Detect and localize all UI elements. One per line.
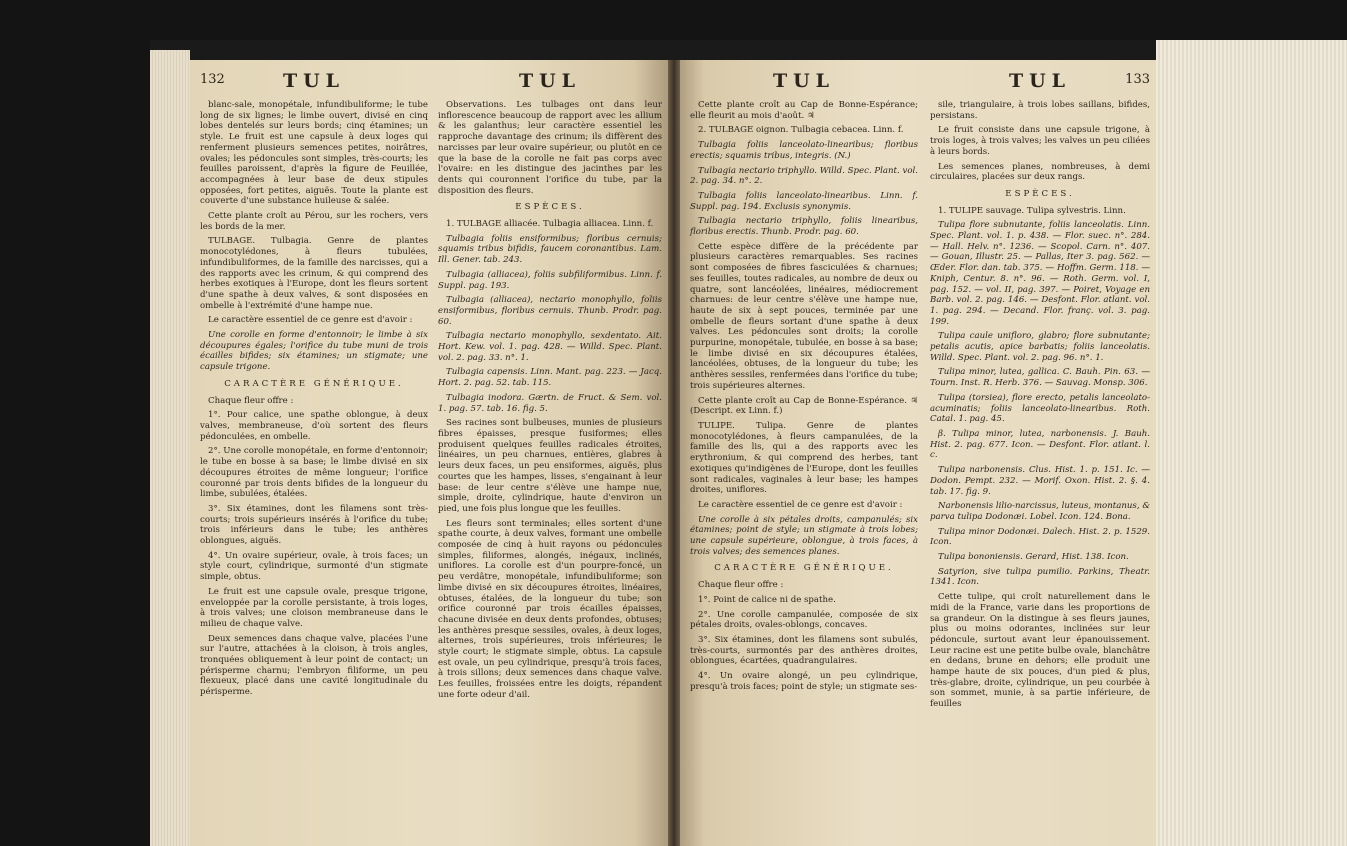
paragraph: Tulbagia nectario triphyllo. Willd. Spec. Plant. vol. 2. pag. 34. n°. 2. — [690, 165, 918, 187]
left-page-column-1 — [196, 60, 432, 846]
paragraph: 1. TULBAGE alliacée. Tulbagia alliacea. Linn. f. — [446, 219, 654, 230]
paragraph: Chaque fleur offre : — [698, 580, 784, 591]
paragraph: sile, triangulaire, à trois lobes saillans, bifides, persistans. — [930, 100, 1150, 121]
paragraph: Tulbagia foliis lanceolato-linearibus; floribus erectis; squamis tribus, integris. (N.) — [690, 140, 918, 161]
paragraph: 4°. Un ovaire alongé, un peu cylindrique, presqu'à trois faces; point de style; un stigmate ses- — [690, 671, 918, 692]
section-heading: ESPÈCES. — [515, 202, 585, 213]
running-head: TUL — [282, 70, 346, 92]
paragraph: TULBAGE. Tulbagia. Genre de plantes monocotylédones, à fleurs tubulées, infundibuliformes, de la famille des narcisses, qui a des rapports avec les crinum, & qui comprend des herbes exotiques à l'Europe, dont les fleurs sortent d'une spathe à deux valves, & sont disposées en ombelle à l'extrémité d'une hampe nue. — [200, 236, 428, 311]
paragraph: 1°. Point de calice ni de spathe. — [698, 594, 836, 605]
paragraph: Le caractère essentiel de ce genre est d'avoir : — [698, 499, 903, 510]
text-column — [690, 100, 918, 696]
paragraph: Narbonensis lilio-narcissus, luteus, montanus, & parva tulipa Dodonæi. Lobel. Icon. 124. Bona. — [930, 501, 1150, 522]
paragraph: Cette plante croît au Cap de Bonne-Espérance; elle fleurit au mois d'août. ♃ — [690, 100, 918, 121]
paragraph: 2°. Une corolle monopétale, en forme d'entonnoir; le tube en bosse à sa base; le limbe divisé en six découpures étroites de même longueur; l'orifice couronné par trois dents bifides de la longueur du limbe, subulées, étalées. — [200, 446, 428, 500]
book-gutter — [668, 60, 680, 846]
paragraph: Deux semences dans chaque valve, placées l'une sur l'autre, attachées à la cloison, à trois angles, tronquées obliquement à leur point de contact; un périsperme charnu; l'embryon filiforme, un peu flexueux, placé dans une cavité longitudinale du périsperme. — [200, 633, 428, 698]
paragraph: Tulbagia (alliacea), foliis subfiliformibus. Linn. f. Suppl. pag. 193. — [438, 269, 662, 291]
paragraph: Tulbagia capensis. Linn. Mant. pag. 223. — Jacq. Hort. 2. pag. 52. tab. 115. — [438, 367, 662, 389]
paragraph: Chaque fleur offre : — [208, 395, 294, 406]
paragraph: Tulipa flore subnutante, foliis lanceolatis. Linn. Spec. Plant. vol. 1. p. 438. — Flor. suec. n°. 284. — Hall. Helv. n°. 1236. — Scopol. Carn. n°. 407. — Gouan, Illustr. 25. — Pallas, Iter 3. pag. 562. — Œder. Flor. dan. tab. 375. — Hoffm. Germ. 118. — Kniph, Centur. 8. n°. 96. — Roth. Germ. vol. I, pag. 152. — vol. II, pag. 397. — Poiret, Voyage en Barb. vol. 2. pag. 146. — Desfont. Flor. atlant. vol. 1. pag. 294. — Decand. Flor. franç. vol. 3. pag. 199. — [930, 220, 1150, 327]
paragraph: Tulipa bononiensis. Gerard, Hist. 138. Icon. — [938, 552, 1129, 563]
paragraph: Le fruit consiste dans une capsule trigone, à trois loges, à trois valves; les valves un peu ciliées à leurs bords. — [930, 125, 1150, 157]
paragraph: Ses racines sont bulbeuses, munies de plusieurs fibres épaisses, presque fusiformes; elles produisent quelques feuilles radicales étroites, linéaires, un peu charnues, entières, glabres à leurs deux faces, un peu ensiformes, aiguës, plus courtes que les hampes, lisses, s'engainant à leur base: de leur centre s'élève une hampe nue, simple, droite, cylindrique, haute d'environ un pied, une fois plus longue que les feuilles. — [438, 418, 662, 514]
paragraph: Tulbagia nectario triphyllo, foliis linearibus, floribus erectis. Thunb. Prodr. pag. 60. — [690, 216, 918, 238]
running-head: TUL — [772, 70, 836, 92]
page-header — [196, 70, 432, 92]
paragraph: Les fleurs sont terminales; elles sortent d'une spathe courte, à deux valves, formant une ombelle composée de cinq à huit rayons ou pédoncules simples, filiformes, alongés, inégaux, inclinés, uniflores. La corolle est d'un pourpre-foncé, un peu verdâtre, monopétale, infundibuliforme; son limbe divisé en six découpures étroites, linéaires, obtuses, étalées, de la longueur du tube; son orifice couronné par trois écailles épaisses, chacune divisée en deux dents profondes, obtuses; les anthères presque sessiles, ovales, à deux loges, alternes, trois supérieures, trois inférieures; le style court; le stigmate simple, obtus. La capsule est ovale, un peu cylindrique, presqu'à trois faces, à trois sillons; deux semences dans chaque valve. Les feuilles, froissées entre les doigts, répandent une forte odeur d'ail. — [438, 518, 662, 700]
left-page-column-2 — [434, 60, 666, 846]
text-column — [438, 100, 662, 705]
page-header — [434, 70, 666, 92]
paragraph: 3°. Six étamines, dont les filamens sont très-courts; trois supérieurs insérés à l'orifice du tube; trois inférieurs dans le tube; les anthères oblongues, aiguës. — [200, 503, 428, 547]
paragraph: Une corolle à six pétales droits, campanulés; six étamines; point de style; un stigmate à trois lobes; une capsule supérieure, oblongue, à trois faces, à trois valves; des semences planes. — [690, 514, 918, 557]
page-header — [686, 70, 922, 92]
paragraph: Observations. Les tulbages ont dans leur inflorescence beaucoup de rapport avec les allium & les galanthus; leur caractère essentiel les rapproche davantage des crinum; ils diffèrent des narcisses par leur ovaire supérieur, ou plutôt en ce que la base de la corolle ne fait pas corps avec l'ovaire: en les distingue des jacinthes par les dents qui couronnent l'orifice du tube, par la disposition des fleurs. — [438, 100, 662, 196]
paragraph: Tulipa minor, lutea, gallica. C. Bauh. Pin. 63. — Tourn. Inst. R. Herb. 376. — Sauvag. Monsp. 306. — [930, 367, 1150, 389]
text-column — [200, 100, 428, 702]
paragraph: Le caractère essentiel de ce genre est d'avoir : — [208, 315, 413, 326]
section-heading: ESPÈCES. — [1005, 188, 1075, 199]
paragraph: 1. TULIPE sauvage. Tulipa sylvestris. Linn. — [938, 205, 1126, 216]
paragraph: Cette plante croît au Pérou, sur les rochers, vers les bords de la mer. — [200, 211, 428, 232]
right-page-edges — [1156, 40, 1347, 846]
text-column — [930, 100, 1150, 714]
paragraph: Tulbagia foliis lanceolato-linearibus. Linn. f. Suppl. pag. 194. Exclusis synonymis. — [690, 190, 918, 212]
right-page-column-2 — [926, 60, 1154, 846]
page-number: 132 — [200, 72, 225, 87]
page-header — [926, 70, 1154, 92]
paragraph: Satyrion, sive tulipa pumilio. Parkins, Theatr. 1341. Icon. — [930, 566, 1150, 588]
running-head: TUL — [518, 70, 582, 92]
paragraph: Les semences planes, nombreuses, à demi circulaires, placées sur deux rangs. — [930, 161, 1150, 183]
paragraph: Cette plante croît au Cap de Bonne-Espérance. ♃ (Descript. ex Linn. f.) — [690, 395, 918, 417]
paragraph: Tulipa narbonensis. Clus. Hist. 1. p. 151. Ic. — Dodon. Pempt. 232. — Morif. Oxon. Hist. 2. §. 4. tab. 17. fig. 9. — [930, 465, 1150, 497]
paragraph: blanc-sale, monopétale, infundibuliforme; le tube long de six lignes; le limbe ouvert, divisé en cinq lobes dentelés sur leurs bords; cinq étamines; un style. Le fruit est une capsule à deux loges qui renferment plusieurs semences petites, noirâtres, ovales; les pédoncules sont simples, très-courts; les feuilles paroissent, d'après la figure de Feuillée, accompagnées à leur base de deux stipules opposées, fort petites, aiguës. Toute la plante est couverte d'une substance huileuse & salée. — [200, 100, 428, 207]
paragraph: 2. TULBAGE oignon. Tulbagia cebacea. Linn. f. — [698, 125, 904, 136]
paragraph: TULIPE. Tulipa. Genre de plantes monocotylédones, à fleurs campanulées, de la famille des lis, qui a des rapports avec les erythronium, & qui comprend des herbes, tant exotiques qu'indigènes de l'Europe, dont les feuilles sont radicales, vaginales à leur base; les hampes droites, uniflores. — [690, 420, 918, 496]
paragraph: Tulipa (torsiea), flore erecto, petalis lanceolato-acuminatis; foliis lanceolato-linearibus. Roth. Catal. 1. pag. 45. — [930, 392, 1150, 425]
left-page-edges — [150, 50, 190, 846]
section-heading: CARACTÈRE GÉNÉRIQUE. — [714, 563, 894, 574]
paragraph: Cette tulipe, qui croît naturellement dans le midi de la France, varie dans les proportions de sa grandeur. On la distingue à ses fleurs jaunes, plus ou moins odorantes, inclinées sur leur pédoncule, surtout avant leur épanouissement. Leur racine est une petite bulbe ovale, blanchâtre en dedans, brune en dehors; elle produit une hampe haute de six pouces, d'un pied & plus, très-glabre, droite, cylindrique, un peu courbée à son sommet, munie, à sa partie inférieure, de feuilles — [930, 592, 1150, 710]
running-head: TUL — [1008, 70, 1072, 92]
paragraph: Le fruit est une capsule ovale, presque trigone, enveloppée par la corolle persistante, à trois loges, à trois valves; une cloison membraneuse dans le milieu de chaque valve. — [200, 586, 428, 629]
paragraph: 1°. Pour calice, une spathe oblongue, à deux valves, membraneuse, d'où sortent des fleurs pédonculées, en ombelle. — [200, 410, 428, 442]
paragraph: Cette espèce diffère de la précédente par plusieurs caractères remarquables. Ses racines sont composées de fibres fasciculées & charnues; ses feuilles, toutes radicales, au nombre de deux ou quatre, sont lancéolées, linéaires, médiocrement charnues: de leur centre s'élève une hampe nue, haute de six à sept pouces, terminée par une ombelle de fleurs sortant d'une spathe à deux valves. Les pédoncules sont droits; la corolle purpurine, monopétale, tubulée, en bosse à sa base; le limbe divisé en six découpures étalées, lancéolées, obtuses, de la longueur du tube; les anthères sessiles, renfermées dans l'orifice du tube; trois supérieures alternes. — [690, 241, 918, 391]
paragraph: 2°. Une corolle campanulée, composée de six pétales droits, ovales-oblongs, concaves. — [690, 609, 918, 631]
paragraph: Tulbagia (alliacea), nectario monophyllo, foliis ensiformibus, floribus cernuis. Thunb. Prodr. pag. 60. — [438, 295, 662, 327]
paragraph: 4°. Un ovaire supérieur, ovale, à trois faces; un style court, cylindrique, surmonté d'un stigmate simple, obtus. — [200, 550, 428, 583]
paragraph: Tulipa caule unifloro, glabro; flore subnutante; petalis acutis, apice barbatis; foliis lanceolatis. Willd. Spec. Plant. vol. 2. pag. 96. n°. 1. — [930, 331, 1150, 363]
section-heading: CARACTÈRE GÉNÉRIQUE. — [224, 378, 404, 389]
paragraph: Tulbagia inodora. Gærtn. de Fruct. & Sem. vol. 1. pag. 57. tab. 16. fig. 5. — [438, 392, 662, 414]
paragraph: Tulbagia foliis ensiformibus; floribus cernuis; squamis tribus bifidis, faucem coronantibus. Lam. Ill. Gener. tab. 243. — [438, 233, 662, 266]
right-page-column-1 — [686, 60, 922, 846]
paragraph: Tulipa minor Dodonæi. Dalech. Hist. 2. p. 1529. Icon. — [930, 526, 1150, 548]
paragraph: Une corolle en forme d'entonnoir; le limbe à six découpures égales; l'orifice du tube muni de trois écailles bifides; six étamines; un stigmate; une capsule trigone. — [200, 330, 428, 373]
paragraph: β. Tulipa minor, lutea, narbonensis. J. Bauh. Hist. 2. pag. 677. Icon. — Desfont. Flor. atlant. l. c. — [930, 428, 1150, 461]
paragraph: Tulbagia nectario monophyllo, sexdentato. Ait. Hort. Kew. vol. 1. pag. 428. — Willd. Spec. Plant. vol. 2. pag. 33. n°. 1. — [438, 331, 662, 363]
paragraph: 3°. Six étamines, dont les filamens sont subulés, très-courts, surmontés par des anthères droites, oblongues, écartées, quadrangulaires. — [690, 634, 918, 667]
page-number: 133 — [1125, 72, 1150, 87]
